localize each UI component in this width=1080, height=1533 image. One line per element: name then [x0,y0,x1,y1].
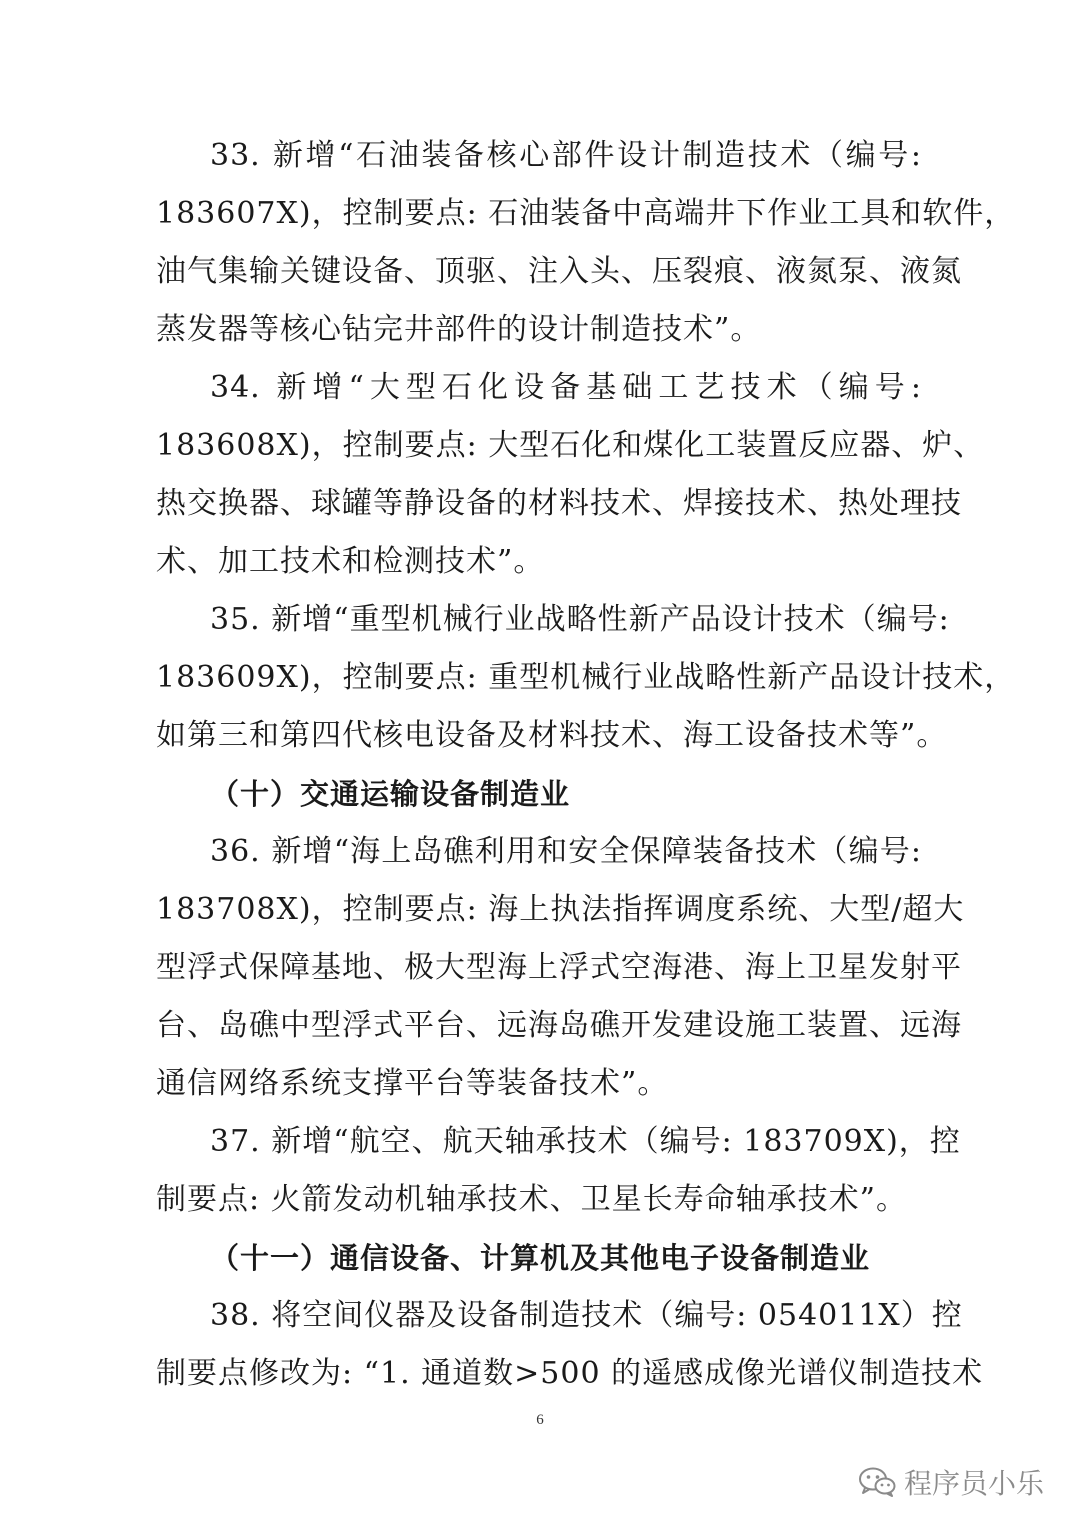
item-33-line-1: 33. 新增“石油装备核心部件设计制造技术（编号: [210,138,922,173]
item-36-line-1: 36. 新增“海上岛礁利用和安全保障装备技术（编号: [210,834,922,869]
item-37-line-2: 制要点: 火箭发动机轴承技术、卫星长寿命轴承技术”。 [156,1182,907,1217]
item-34-line-1: 34. 新增“大型石化设备基础工艺技术（编号: [210,370,922,405]
item-33-line-2: 183607X)，控制要点: 石油装备中高端井下作业工具和软件， [156,196,1016,231]
item-35-line-1: 35. 新增“重型机械行业战略性新产品设计技术（编号: [210,602,950,637]
item-33-line-4: 蒸发器等核心钻完井部件的设计制造技术”。 [156,312,762,347]
wechat-icon [858,1466,896,1498]
item-38-line-1: 38. 将空间仪器及设备制造技术（编号: 054011X）控 [210,1298,963,1333]
item-34-line-4: 术、加工技术和检测技术”。 [156,544,545,579]
item-36-line-5: 通信网络系统支撑平台等装备技术”。 [156,1066,669,1101]
document-body [156,127,1016,1403]
page-number: 6 [536,1412,544,1428]
item-36-line-3: 型浮式保障基地、极大型海上浮式空海港、海上卫星发射平 [156,950,962,985]
item-35-line-2: 183609X)，控制要点: 重型机械行业战略性新产品设计技术， [156,660,1016,695]
item-33-line-3: 油气集输关键设备、顶驱、注入头、压裂痕、液氮泵、液氮 [156,254,962,289]
watermark [858,1462,1044,1502]
item-36-line-4: 台、岛礁中型浮式平台、远海岛礁开发建设施工装置、远海 [156,1008,962,1043]
item-36-line-2: 183708X)，控制要点: 海上执法指挥调度系统、大型/超大 [156,892,965,927]
item-38-line-2: 制要点修改为: “1. 通道数>500 的遥感成像光谱仪制造技术 [156,1356,984,1391]
section-heading-11: （十一）通信设备、计算机及其他电子设备制造业 [210,1241,871,1275]
watermark-text: 程序员小乐 [903,1467,1044,1500]
item-34-line-2: 183608X)，控制要点: 大型石化和煤化工装置反应器、炉、 [156,428,985,463]
section-heading-10: （十）交通运输设备制造业 [210,777,571,811]
item-34-line-3: 热交换器、球罐等静设备的材料技术、焊接技术、热处理技 [156,486,962,521]
item-35-line-3: 如第三和第四代核电设备及材料技术、海工设备技术等”。 [156,718,948,753]
item-37-line-1: 37. 新增“航空、航天轴承技术（编号: 183709X)，控 [210,1124,961,1159]
